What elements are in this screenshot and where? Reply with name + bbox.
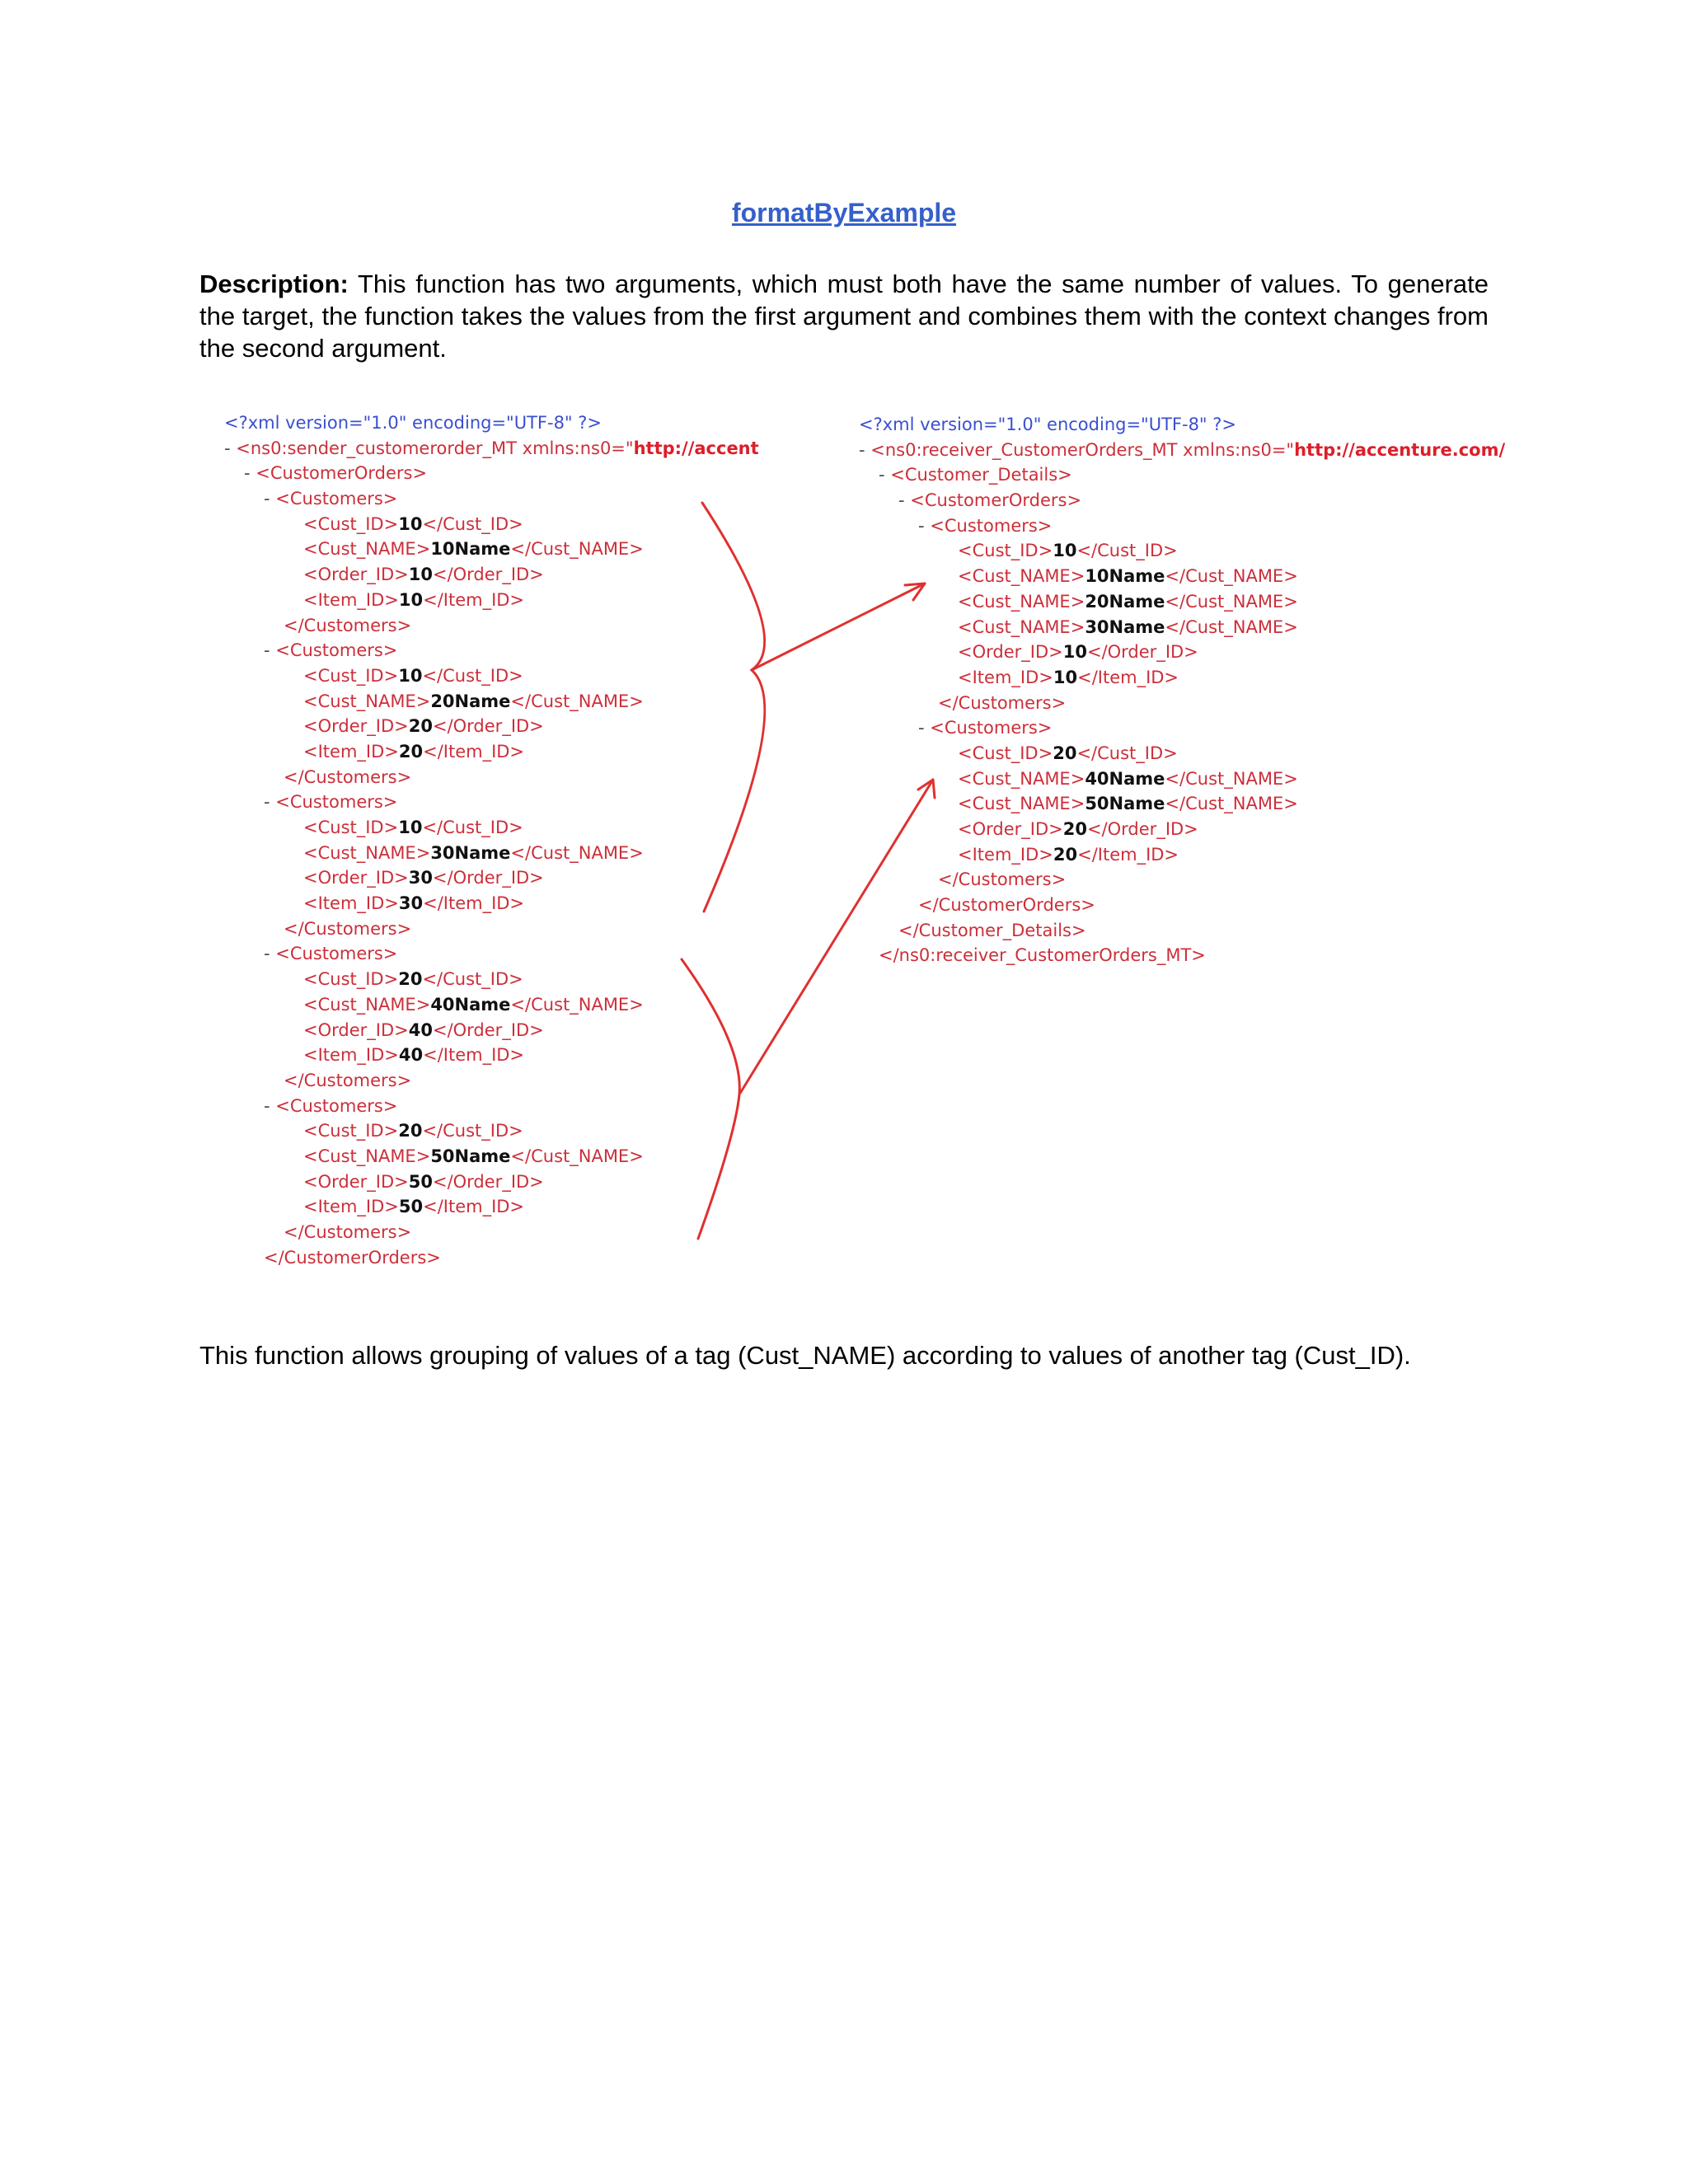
- xml-token: <?xml version="1.0" encoding="UTF-8" ?>: [859, 415, 1237, 434]
- xml-token: 20: [398, 1121, 423, 1141]
- xml-token: 10: [398, 665, 423, 686]
- xml-token: 30: [408, 868, 433, 888]
- xml-token: <Customer_Details>: [890, 465, 1072, 485]
- xml-token: <Item_ID>: [303, 589, 399, 610]
- group2-brace: [682, 959, 739, 1239]
- xml-token: <Cust_NAME>: [303, 691, 431, 711]
- xml-token: 50Name: [1085, 794, 1165, 814]
- description-paragraph: [199, 268, 1489, 364]
- xml-token: <Item_ID>: [958, 667, 1053, 687]
- xml-token: </Cust_ID>: [422, 818, 523, 837]
- xml-token: <Order_ID>: [303, 716, 409, 737]
- xml-token: </Order_ID>: [432, 565, 544, 585]
- xml-token: -: [918, 718, 931, 738]
- xml-token: -: [264, 792, 276, 813]
- xml-token: -: [264, 1095, 276, 1116]
- xml-token: </Cust_NAME>: [1165, 794, 1298, 814]
- xml-token: </Order_ID>: [432, 716, 544, 737]
- xml-token: </Cust_ID>: [1076, 743, 1178, 763]
- xml-token: <Cust_ID>: [303, 665, 399, 686]
- xml-token: 40: [398, 1045, 424, 1066]
- xml-token: </Cust_NAME>: [1165, 768, 1298, 789]
- xml-token: -: [879, 465, 891, 485]
- xml-token: xmlns:ns0=": [1183, 439, 1295, 460]
- xml-token: </Item_ID>: [423, 741, 525, 762]
- xml-token: xmlns:ns0=": [522, 438, 634, 458]
- xml-token: -: [224, 438, 237, 458]
- xml-token: <Order_ID>: [303, 1019, 409, 1040]
- xml-token: 20: [398, 741, 424, 762]
- xml-token: 30Name: [430, 842, 511, 863]
- xml-token: </Customers>: [938, 692, 1067, 713]
- xml-token: </Item_ID>: [1077, 844, 1179, 865]
- xml-token: 20: [408, 716, 433, 737]
- mapping-arrows: [199, 394, 1597, 1280]
- xml-token: <Cust_NAME>: [958, 794, 1085, 814]
- xml-token: <Cust_ID>: [303, 969, 399, 990]
- xml-token: http://accenture.com/: [1294, 439, 1506, 460]
- xml-token: </Cust_ID>: [422, 1121, 523, 1141]
- xml-token: 20Name: [430, 691, 511, 711]
- xml-token: </Item_ID>: [423, 1045, 525, 1066]
- xml-token: <Order_ID>: [303, 868, 409, 888]
- xml-token: 20: [1053, 844, 1078, 865]
- xml-token: <Item_ID>: [303, 741, 399, 762]
- xml-token: <Item_ID>: [303, 1045, 399, 1066]
- xml-token: </Cust_NAME>: [1165, 566, 1298, 587]
- xml-token: </Customers>: [284, 1222, 412, 1242]
- group1-arrow: [752, 583, 925, 670]
- xml-token: 50Name: [430, 1146, 511, 1166]
- xml-token: -: [264, 944, 276, 964]
- xml-token: </Customers>: [284, 615, 412, 635]
- xml-token: <Cust_ID>: [303, 818, 399, 837]
- xml-token: </Cust_NAME>: [510, 1146, 644, 1166]
- xml-token: </Order_ID>: [1086, 819, 1198, 839]
- xml-token: </Customers>: [284, 766, 412, 787]
- xml-token: <Customers>: [930, 718, 1053, 738]
- xml-token: <Cust_NAME>: [303, 994, 431, 1015]
- xml-token: 30Name: [1085, 616, 1165, 637]
- description-text: This function has two arguments, which must both have the same number of values. To generate the target, the function takes the values from the first argument and combines them with the context changes from the second argument.: [199, 269, 1489, 363]
- xml-token: </Cust_NAME>: [1165, 616, 1298, 637]
- xml-token: 10: [1053, 667, 1078, 687]
- xml-token: </Order_ID>: [1086, 642, 1198, 663]
- xml-token: </CustomerOrders>: [918, 895, 1095, 916]
- note-paragraph: This function allows grouping of values of a tag (Cust_NAME) according to values of another tag (Cust_ID).: [199, 1341, 1411, 1370]
- xml-token: <Cust_NAME>: [958, 768, 1085, 789]
- xml-token: </Cust_ID>: [422, 665, 523, 686]
- xml-token: 10: [408, 565, 433, 585]
- xml-token: <Cust_NAME>: [303, 1146, 431, 1166]
- xml-token: </Cust_NAME>: [510, 842, 644, 863]
- xml-token: </Item_ID>: [423, 893, 525, 914]
- xml-token: <Customers>: [930, 515, 1053, 536]
- xml-token: <Order_ID>: [958, 819, 1063, 839]
- xml-token: </Cust_NAME>: [510, 691, 644, 711]
- xml-token: </Item_ID>: [423, 1197, 525, 1217]
- xml-token: <ns0:sender_customerorder_MT: [236, 438, 523, 458]
- group1-brace: [702, 503, 765, 912]
- xml-token: 20: [1062, 819, 1087, 839]
- xml-token: 50: [408, 1171, 433, 1192]
- xml-token: -: [244, 463, 256, 484]
- xml-token: </Cust_NAME>: [510, 539, 644, 560]
- xml-token: </Order_ID>: [432, 1171, 544, 1192]
- xml-token: </Customer_Details>: [898, 920, 1086, 940]
- xml-token: 10Name: [1085, 566, 1165, 587]
- xml-token: <Cust_ID>: [958, 541, 1053, 561]
- xml-token: </Cust_NAME>: [1165, 591, 1298, 612]
- xml-token: <Customers>: [275, 489, 398, 509]
- xml-token: <CustomerOrders>: [910, 490, 1082, 511]
- xml-token: -: [859, 439, 871, 460]
- xml-token: <Cust_NAME>: [958, 616, 1085, 637]
- xml-token: 40Name: [430, 994, 511, 1015]
- xml-token: </Customers>: [284, 1070, 412, 1090]
- xml-token: 30: [398, 893, 424, 914]
- xml-token: </Order_ID>: [432, 1019, 544, 1040]
- xml-token: 10: [398, 589, 424, 610]
- xml-token: -: [898, 490, 911, 511]
- xml-token: </ns0:receiver_CustomerOrders_MT>: [879, 945, 1206, 966]
- xml-token: <Item_ID>: [303, 893, 399, 914]
- xml-token: <ns0:receiver_CustomerOrders_MT: [870, 439, 1184, 460]
- xml-token: </Customers>: [284, 918, 412, 939]
- xml-token: 20: [398, 969, 423, 990]
- xml-token: </Cust_ID>: [422, 513, 523, 534]
- page-title[interactable]: formatByExample: [731, 198, 957, 227]
- xml-token: </Item_ID>: [1077, 667, 1179, 687]
- xml-token: <Customers>: [275, 944, 398, 964]
- xml-token: <Customers>: [275, 1095, 398, 1116]
- xml-token: -: [264, 640, 276, 661]
- xml-token: </Customers>: [938, 869, 1067, 890]
- xml-token: <Cust_NAME>: [958, 566, 1085, 587]
- xml-mapping-screenshot: [199, 394, 1597, 1280]
- xml-token: http://accent: [633, 438, 759, 458]
- xml-token: <Order_ID>: [303, 1171, 409, 1192]
- xml-token: </Item_ID>: [423, 589, 525, 610]
- xml-token: </CustomerOrders>: [264, 1247, 441, 1268]
- xml-token: <Customers>: [275, 792, 398, 813]
- xml-token: <Cust_NAME>: [303, 539, 431, 560]
- xml-token: -: [264, 489, 276, 509]
- description-label: Description:: [199, 269, 349, 298]
- xml-token: 10: [1062, 642, 1087, 663]
- xml-token: <Cust_ID>: [958, 743, 1053, 763]
- xml-token: 50: [398, 1197, 424, 1217]
- xml-token: </Cust_NAME>: [510, 994, 644, 1015]
- xml-token: <Cust_NAME>: [958, 591, 1085, 612]
- xml-token: <?xml version="1.0" encoding="UTF-8" ?>: [224, 413, 603, 433]
- xml-token: 40: [408, 1019, 433, 1040]
- xml-token: <Item_ID>: [958, 844, 1053, 865]
- xml-token: 40Name: [1085, 768, 1165, 789]
- xml-token: -: [918, 515, 931, 536]
- xml-token: 20: [1053, 743, 1077, 763]
- xml-token: </Order_ID>: [432, 868, 544, 888]
- xml-token: <Cust_NAME>: [303, 842, 431, 863]
- xml-token: 10: [398, 513, 423, 534]
- xml-token: <Cust_ID>: [303, 1121, 399, 1141]
- xml-token: <Customers>: [275, 640, 398, 661]
- xml-token: <Order_ID>: [958, 642, 1063, 663]
- xml-token: </Cust_ID>: [422, 969, 523, 990]
- xml-token: 10: [1053, 541, 1077, 561]
- xml-token: <Order_ID>: [303, 565, 409, 585]
- xml-token: <Item_ID>: [303, 1197, 399, 1217]
- xml-token: 10: [398, 818, 423, 837]
- group2-arrow: [739, 780, 933, 1094]
- xml-token: <Cust_ID>: [303, 513, 399, 534]
- xml-token: 10Name: [430, 539, 511, 560]
- xml-token: </Cust_ID>: [1076, 541, 1178, 561]
- xml-token: <CustomerOrders>: [256, 463, 428, 484]
- xml-token: 20Name: [1085, 591, 1165, 612]
